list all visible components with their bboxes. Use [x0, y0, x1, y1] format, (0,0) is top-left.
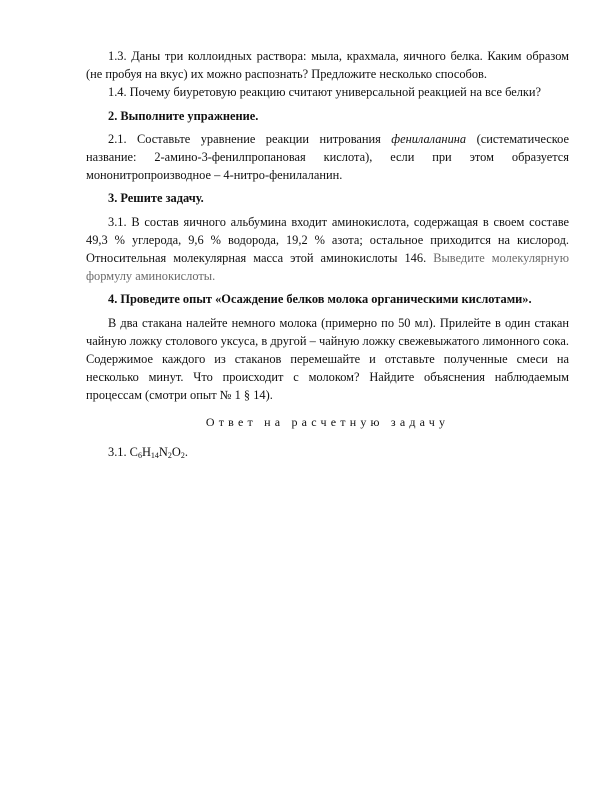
answer-formula — [86, 443, 569, 461]
hydrogen-symbol: H — [141, 444, 151, 459]
phenylalanine-term: фенилаланина — [391, 131, 467, 146]
question-3-1 — [86, 213, 569, 286]
experiment-instructions: В два стакана налейте немного молока (примерно по 50 мл). Прилейте в один стакан чайную ложку столового уксуса, в другой – чайную ложку свежевыжатого лимонного сока. Содержимое каждого из стаканов перемешайте и отставьте полученные смеси на несколько минут. Что происходит с молоком? Найдите объяснения наблюдаемым процессам (смотри опыт № 1 § 14). — [86, 315, 569, 403]
question-2-1 — [86, 130, 569, 185]
question-2-1-text: 2.1. Составьте уравнение реакции нитрования — [108, 131, 381, 146]
section-2-heading: 2. Выполните упражнение. — [108, 108, 259, 123]
section-3-heading: 3. Решите задачу. — [108, 191, 204, 206]
nitrogen-symbol: N — [158, 444, 168, 459]
carbon-subscript: 6 — [137, 450, 142, 460]
answer-prefix: 3.1. C — [108, 444, 138, 459]
question-3-1-text: 3.1. В состав яичного альбумина входит аминокислота, содержащая в своем составе 49,3 % углерода, 9,6 % водорода, 19,2 % азота; остальное приходится на кислород. Относительная молекулярная масса этой аминокислоты 146. — [86, 214, 569, 266]
section-4-heading: 4. Проведите опыт «Осаждение белков молока органическими кислотами». — [108, 292, 532, 307]
document-body — [86, 47, 569, 461]
nitrogen-subscript: 2 — [167, 450, 172, 460]
question-3-1-instruction: Выведите молекулярную формулу аминокислоты. — [86, 251, 569, 284]
question-1-4: 1.4. Почему биуретовую реакцию считают универсальной реакцией на все белки? — [108, 85, 542, 100]
question-1-3: 1.3. Даны три коллоидных раствора: мыла, крахмала, яичного белка. Каким образом (не пробуя на вкус) их можно распознать? Предложите несколько способов. — [86, 49, 569, 82]
answer-end: . — [184, 444, 188, 459]
oxygen-symbol: O — [171, 444, 181, 459]
hydrogen-subscript: 14 — [150, 450, 159, 460]
answer-title: Ответ на расчетную задачу — [205, 414, 450, 429]
question-2-1-rest: (систематическое название: 2-амино-3-фенилпропановая кислота), если при этом образуется мононитропроизводное – 4-нитро-фенилаланин. — [86, 131, 569, 183]
oxygen-subscript: 2 — [180, 450, 185, 460]
